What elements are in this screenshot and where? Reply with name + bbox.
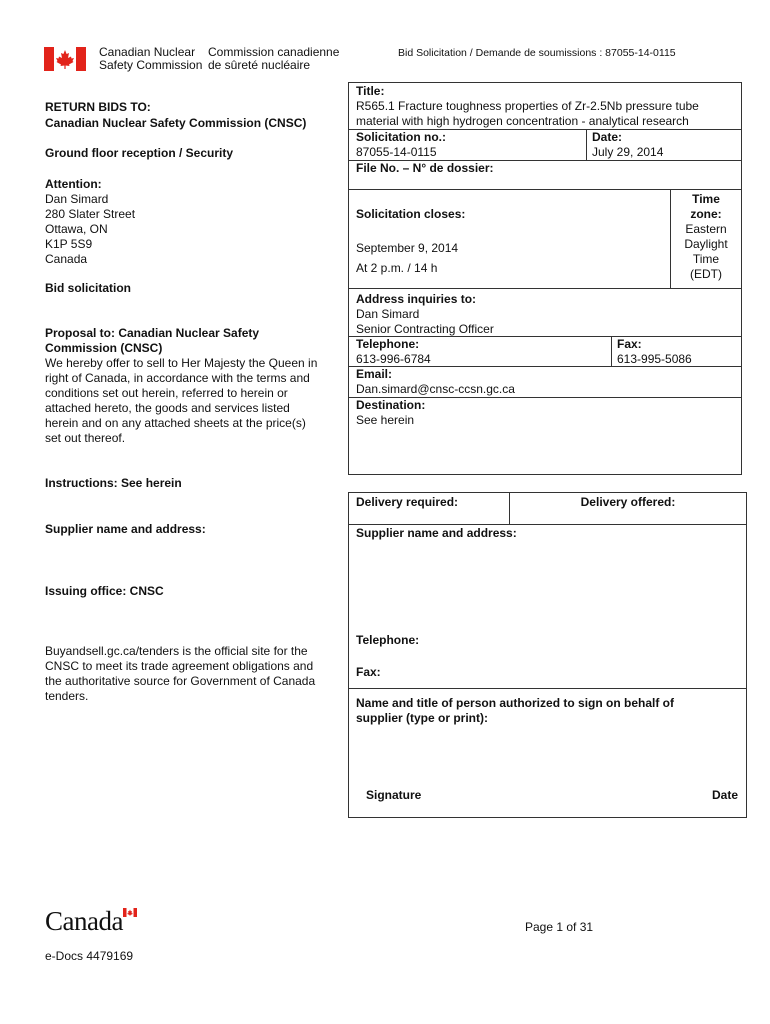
return-bids-org: Canadian Nuclear Safety Commission (CNSC) [45,116,307,130]
telephone-label: Telephone: [356,337,420,351]
proposal-line: set out thereof. [45,431,126,445]
reception-note: Ground floor reception / Security [45,146,234,160]
proposal-line: attached hereto, the goods and services listed [45,401,290,415]
attention-label: Attention: [45,177,102,191]
supplier-telephone-label: Telephone: [356,633,420,647]
address-inquiries-label: Address inquiries to: [356,292,477,306]
address-line: Ottawa, ON [45,222,108,236]
time-zone-label: Time [692,192,720,206]
proposal-line: right of Canada, in accordance with the terms and [45,371,310,385]
buyandsell-line: tenders. [45,689,89,703]
bid-solicitation-heading: Bid solicitation [45,281,132,295]
title-label: Title: [356,84,385,98]
file-no-label: File No. – N° de dossier: [356,161,494,175]
contact-name: Dan Simard [356,307,420,321]
fax-label: Fax: [617,337,642,351]
time-zone [671,192,741,282]
address-line: 280 Slater Street [45,207,136,221]
time-zone-label: zone: [690,207,722,221]
date-value: July 29, 2014 [592,145,664,159]
title-line1: R565.1 Fracture toughness properties of Zr-2.5Nb pressure tube [356,99,699,113]
divider [349,524,746,525]
inquiries-box [348,288,742,475]
canada-wordmark-flag-icon [123,908,137,917]
solicitation-no-value: 87055-14-0115 [356,145,437,159]
return-address [45,192,335,267]
address-line: Canada [45,252,88,266]
edocs-number: e-Docs 4479169 [45,949,134,963]
date-label: Date: [592,130,623,144]
canada-flag-icon [44,47,86,71]
supplier-label-left: Supplier name and address: [45,522,206,536]
telephone-value: 613-996-6784 [356,352,431,366]
signature-label: Signature [366,788,422,802]
agency-fr-line2: de sûreté nucléaire [208,58,311,72]
proposal-body [45,356,335,446]
buyandsell-line: Buyandsell.gc.ca/tenders is the official site for the [45,644,308,658]
address-line: K1P 5S9 [45,237,93,251]
fax-value: 613-995-5086 [617,352,692,366]
solicitation-reference: Bid Solicitation / Demande de soumissions : 87055-14-0115 [398,47,676,59]
buyandsell-line: the authoritative source for Government of Canada [45,674,316,688]
supplier-fax-label: Fax: [356,665,381,679]
delivery-offered-label: Delivery offered: [580,495,676,509]
destination-value: See herein [356,413,415,427]
proposal-line: conditions set out herein, referred to herein or [45,386,288,400]
supplier-box [348,492,747,818]
agency-en-line1: Canadian Nuclear [99,45,196,59]
divider [349,366,741,367]
proposal-line: We hereby offer to sell to Her Majesty the Queen in [45,356,318,370]
agency-fr-line1: Commission canadienne [208,45,340,59]
agency-name-en [99,46,202,72]
destination-label: Destination: [356,398,426,412]
supplier-name-address-label: Supplier name and address: [356,526,517,540]
title-line2: material with high hydrogen concentration - analytical research [356,114,689,128]
authorized-person-line1: Name and title of person authorized to sign on behalf of [356,696,675,710]
divider [611,336,612,366]
solicitation-no-label: Solicitation no.: [356,130,446,144]
divider [349,688,746,689]
title-box [348,82,742,190]
email-value: Dan.simard@cnsc-ccsn.gc.ca [356,382,515,396]
time-zone-value: Eastern [685,222,727,236]
agency-name-fr [208,46,339,72]
closing-box [348,189,742,289]
delivery-required-label: Delivery required: [356,495,459,509]
proposal-line: herein and on any attached sheets at the price(s) [45,416,306,430]
buyandsell-note [45,644,335,704]
time-zone-value: Time [692,252,720,266]
canada-wordmark: Canada [45,906,123,936]
time-zone-value: (EDT) [690,267,722,281]
contact-title: Senior Contracting Officer [356,322,494,336]
date-signature-label: Date [711,788,738,802]
proposal-heading-line1: Proposal to: Canadian Nuclear Safety [45,326,260,340]
close-time: At 2 p.m. / 14 h [356,261,438,275]
close-date: September 9, 2014 [356,241,459,255]
issuing-office: Issuing office: CNSC [45,584,164,598]
time-zone-value: Daylight [684,237,728,251]
divider [586,129,587,160]
page-number: Page 1 of 31 [525,920,594,934]
address-line: Dan Simard [45,192,109,206]
solicitation-closes-label: Solicitation closes: [356,207,466,221]
agency-en-line2: Safety Commission [99,58,203,72]
return-bids-title: RETURN BIDS TO: [45,100,151,114]
proposal-heading-line2: Commission (CNSC) [45,341,163,355]
email-label: Email: [356,367,393,381]
instructions-note: Instructions: See herein [45,476,182,490]
authorized-person-line2: supplier (type or print): [356,711,488,725]
buyandsell-line: CNSC to meet its trade agreement obligations and [45,659,314,673]
